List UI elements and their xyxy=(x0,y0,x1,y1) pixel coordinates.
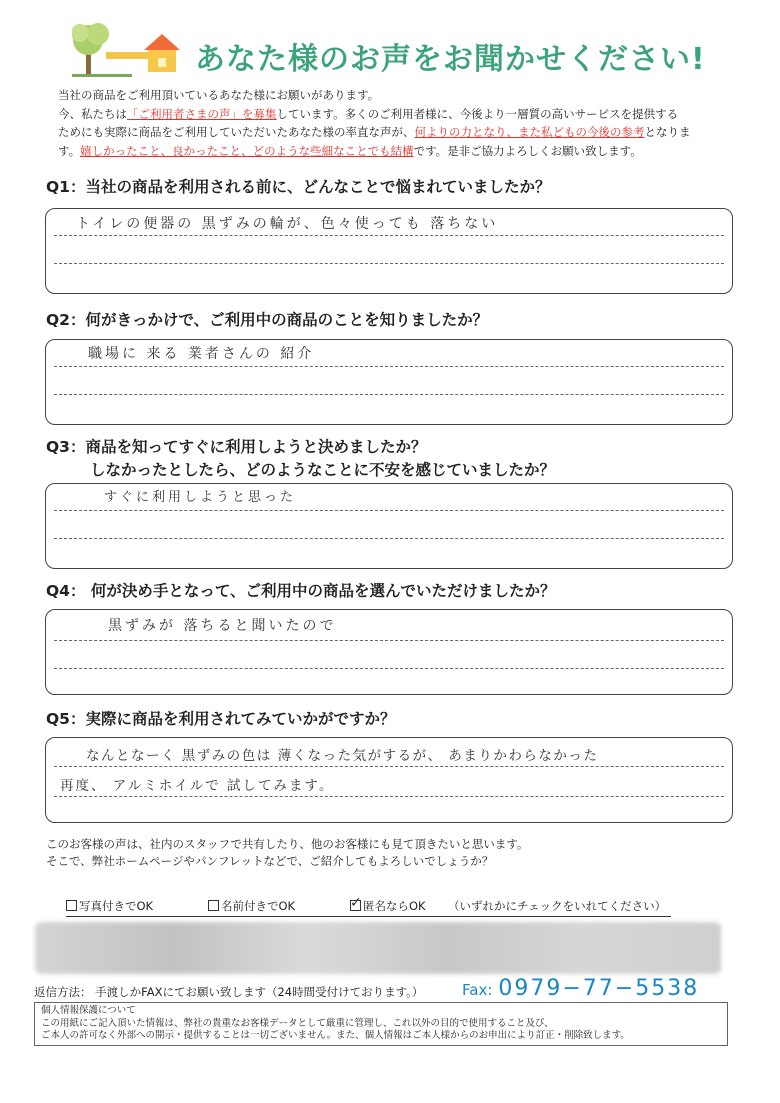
fax-contact xyxy=(462,976,699,1001)
option-instruction: （いずれかにチェックをいれてください） xyxy=(448,899,667,913)
intro-line-3: ためにも実際に商品をご利用していただいたあなた様の率直な声が、何よりの力となり、また私どもの今後の参考となりま xyxy=(58,125,691,139)
privacy-title: 個人情報保護について xyxy=(41,1005,136,1016)
fax-number: 0979−77−5538 xyxy=(498,976,700,1001)
answer-box-5[interactable] xyxy=(45,737,733,823)
intro-line-4: す。嬉しかったこと、良かったこと、どのような些細なことでも結構です。是非ご協力よろしくお願い致します。 xyxy=(58,143,642,158)
answer-1-text: トイレの便器の 黒ずみの輪が、色々使っても 落ちない xyxy=(76,216,499,232)
question-4: Q4： 何が決め手となって、ご利用中の商品を選んでいただけましたか？ xyxy=(46,582,556,600)
return-method: 返信方法： 手渡しかFAXにてお願い致します（24時間受付けております。） xyxy=(34,985,424,999)
answer-box-1[interactable] xyxy=(45,208,733,294)
answer-4-text: 黒ずみが 落ちると聞いたので xyxy=(108,618,337,634)
question-3-sub: しなかったとしたら、どのようなことに不安を感じていましたか？ xyxy=(90,461,556,479)
answer-5-line-1: なんとなーく 黒ずみの色は 薄くなった気がするが、 あまりかわらなかった xyxy=(86,748,599,764)
question-5: Q5：実際に商品を利用されてみていかがですか？ xyxy=(46,710,396,728)
checkbox-name[interactable] xyxy=(208,900,219,911)
tree-house-logo xyxy=(72,18,192,80)
answer-2-text: 職場に 来る 業者さんの 紹介 xyxy=(88,346,315,362)
answer-3-text: すぐに利用しようと思った xyxy=(104,490,297,505)
emphasis-text: 嬉しかったこと、良かったこと、どのような些細なことでも結構 xyxy=(80,143,414,158)
page-title: あなた様のお声をお聞かせください! xyxy=(195,42,706,77)
answer-box-3[interactable] xyxy=(45,483,733,569)
consent-text: このお客様の声は、社内のスタッフで共有したり、他のお客様にも見て頂きたいと思います。 そこで、弊社ホームページやパンフレットなどで、ご紹介してもよろしいでしょうか？ xyxy=(46,837,529,868)
publication-options xyxy=(66,895,671,917)
answer-box-2[interactable] xyxy=(45,339,733,425)
check-mark-icon: ✓ xyxy=(350,895,362,911)
answer-5-line-2: 再度、 アルミホイルで 試してみます。 xyxy=(60,778,335,794)
intro-line-2: 今、私たちは「ご利用者さまの声」を募集しています。多くのご利用者様に、今後より一層質の高いサービスを提供する xyxy=(58,106,679,121)
intro-line-1: 当社の商品をご利用頂いているあなた様にお願いがあります。 xyxy=(58,88,380,102)
fax-label: Fax: xyxy=(462,981,493,999)
intro-paragraph xyxy=(58,86,758,160)
redacted-personal-info xyxy=(35,922,721,974)
question-3: Q3：商品を知ってすぐに利用しようと決めましたか？ xyxy=(46,438,427,456)
checkbox-photo[interactable] xyxy=(66,900,77,911)
emphasis-text: 「ご利用者さまの声」を募集 xyxy=(127,106,277,121)
question-1: Q1：当社の商品を利用される前に、どんなことで悩まれていましたか？ xyxy=(46,178,551,196)
answer-box-4[interactable] xyxy=(45,609,733,695)
privacy-notice: 個人情報保護について この用紙にご記入頂いた情報は、弊社の貴重なお客様データとして厳重に管理し、これ以外の目的で使用すること及び、 ご本人の許可なく外部への開示・提供することは一切ございません。また、個人情報はご本人様からのお申出により訂正・削除致します。 xyxy=(34,1002,728,1046)
option-name[interactable]: 名前付きでOK xyxy=(208,898,295,914)
option-anonymous[interactable]: ✓ 匿名ならOK xyxy=(350,895,426,913)
option-photo[interactable]: 写真付きでOK xyxy=(66,898,153,914)
emphasis-text: 何よりの力となり、また私どもの今後の参考 xyxy=(414,125,645,139)
question-2: Q2：何がきっかけで、ご利用中の商品のことを知りましたか？ xyxy=(46,311,489,329)
checkbox-anonymous[interactable] xyxy=(350,895,362,911)
